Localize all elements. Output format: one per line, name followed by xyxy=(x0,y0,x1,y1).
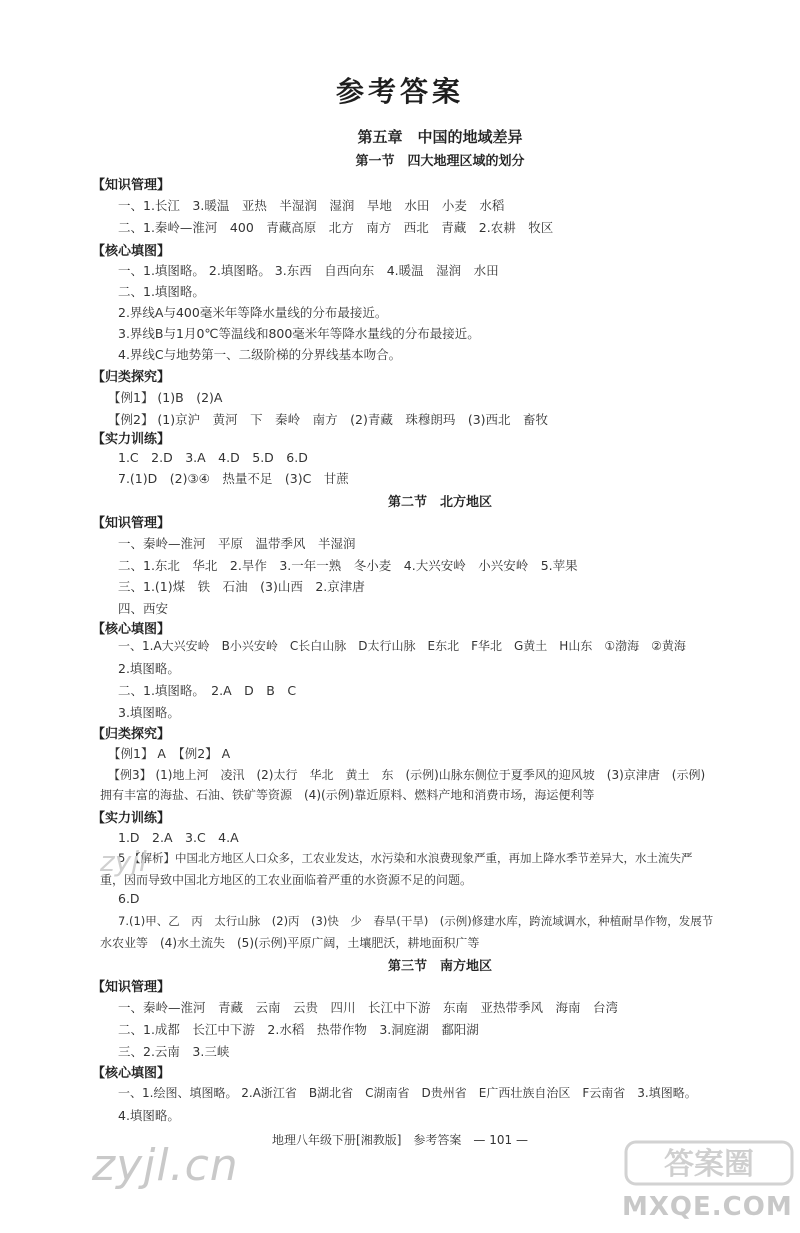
s2-knowledge-line: 四、西安 xyxy=(118,601,169,616)
s1-core-map-line: 3.界线B与1月0℃等温线和800毫米年等降水量线的分布最接近。 xyxy=(118,326,480,341)
s1-practice-line: 7.(1)D (2)③④ 热量不足 (3)C 甘蔗 xyxy=(118,471,349,486)
watermark-logo xyxy=(624,1138,794,1188)
watermark-right-bottom: MXQE.COM xyxy=(622,1192,793,1222)
s3-core-map-label: 【核心填图】 xyxy=(92,1066,171,1081)
s2-practice-line: 水农业等 (4)水土流失 (5)(示例)平原广阔，土壤肥沃，耕地面积广等 xyxy=(100,936,480,950)
s1-core-map-line: 一、1.填图略。 2.填图略。 3.东西 自西向东 4.暖温 湿润 水田 xyxy=(118,263,499,278)
s3-knowledge-line: 一、秦岭—淮河 青藏 云南 云贵 四川 长江中下游 东南 亚热带季风 海南 台湾 xyxy=(118,1000,619,1015)
s1-knowledge-line: 二、1.秦岭—淮河 400 青藏高原 北方 南方 西北 青藏 2.农耕 牧区 xyxy=(118,220,554,235)
s2-practice-label: 【实力训练】 xyxy=(92,811,171,826)
chapter-heading: 第五章 中国的地域差异 xyxy=(357,128,523,146)
page-title: 参考答案 xyxy=(335,75,464,108)
s1-practice-label: 【实力训练】 xyxy=(92,432,171,447)
s1-core-map-line: 2.界线A与400毫米年等降水量线的分布最接近。 xyxy=(118,305,388,320)
s2-core-map-line: 二、1.填图略。 2.A D B C xyxy=(118,683,297,698)
section-3-heading: 第三节 南方地区 xyxy=(387,959,492,974)
s2-practice-line: 6.D xyxy=(118,891,140,906)
watermark-left: zyjl.cn xyxy=(92,1140,239,1191)
s2-knowledge-line: 三、1.(1)煤 铁 石油 (3)山西 2.京津唐 xyxy=(118,579,365,594)
s2-knowledge-line: 二、1.东北 华北 2.旱作 3.一年一熟 冬小麦 4.大兴安岭 小兴安岭 5.苹果 xyxy=(118,558,578,573)
s2-example-line: 拥有丰富的海盐、石油、铁矿等资源 (4)(示例)靠近原料、燃料产地和消费市场，海运便利等 xyxy=(100,788,595,802)
s2-explore-label: 【归类探究】 xyxy=(92,727,171,742)
s2-core-map-line: 一、1.A大兴安岭 B小兴安岭 C长白山脉 D太行山脉 E东北 F华北 G黄土 H山东 ①渤海 ②黄海 xyxy=(118,639,686,653)
s2-practice-line: 重，因而导致中国北方地区的工农业面临着严重的水资源不足的问题。 xyxy=(100,873,473,887)
s3-knowledge-line: 二、1.成都 长江中下游 2.水稻 热带作物 3.洞庭湖 鄱阳湖 xyxy=(118,1022,479,1037)
watermark-right-top-text: 答案圈 xyxy=(664,1147,754,1182)
s2-example-line: 【例1】 A 【例2】 A xyxy=(108,746,231,761)
section-2-heading: 第二节 北方地区 xyxy=(387,495,492,510)
s1-practice-line: 1.C 2.D 3.A 4.D 5.D 6.D xyxy=(118,450,308,465)
watermark-logo-icon xyxy=(624,1138,794,1188)
s1-knowledge-label: 【知识管理】 xyxy=(92,178,171,193)
s1-core-map-line: 4.界线C与地势第一、二级阶梯的分界线基本吻合。 xyxy=(118,347,402,362)
s2-practice-line: 1.D 2.A 3.C 4.A xyxy=(118,830,239,845)
s1-core-map-line: 二、1.填图略。 xyxy=(118,284,205,299)
s1-explore-label: 【归类探究】 xyxy=(92,370,171,385)
s3-knowledge-label: 【知识管理】 xyxy=(92,980,171,995)
s2-core-map-label: 【核心填图】 xyxy=(92,622,171,637)
s3-core-map-line: 4.填图略。 xyxy=(118,1108,180,1123)
s2-core-map-line: 2.填图略。 xyxy=(118,661,180,676)
s2-practice-line: 5.【解析】中国北方地区人口众多，工农业发达，水污染和水浪费现象严重，再加上降水季节差异大，水土流失严 xyxy=(118,851,693,865)
page-footer: 地理八年级下册[湘教版] 参考答案 — 101 — xyxy=(272,1133,528,1147)
s3-knowledge-line: 三、2.云南 3.三峡 xyxy=(118,1044,230,1059)
s2-core-map-line: 3.填图略。 xyxy=(118,705,180,720)
s1-example-line: 【例1】 (1)B (2)A xyxy=(108,390,223,405)
s1-example-line: 【例2】 (1)京沪 黄河 下 秦岭 南方 (2)青藏 珠穆朗玛 (3)西北 畜牧 xyxy=(108,412,549,427)
s2-knowledge-label: 【知识管理】 xyxy=(92,516,171,531)
s3-core-map-line: 一、1.绘图、填图略。 2.A浙江省 B湖北省 C湖南省 D贵州省 E广西壮族自治区 F云南省 3.填图略。 xyxy=(118,1086,697,1100)
s1-core-map-label: 【核心填图】 xyxy=(92,244,171,259)
s2-example-line: 【例3】 (1)地上河 凌汛 (2)太行 华北 黄土 东 (示例)山脉东侧位于夏季风的迎风坡 (3)京津唐 (示例) xyxy=(108,768,706,782)
s2-knowledge-line: 一、秦岭—淮河 平原 温带季风 半湿润 xyxy=(118,536,356,551)
s2-practice-line: 7.(1)甲、乙 丙 太行山脉 (2)丙 (3)快 少 春旱(干旱) (示例)修建水库，跨流域调水，种植耐旱作物，发展节 xyxy=(118,914,714,928)
s1-knowledge-line: 一、1.长江 3.暖温 亚热 半湿润 湿润 旱地 水田 小麦 水稻 xyxy=(118,198,505,213)
section-1-heading: 第一节 四大地理区域的划分 xyxy=(355,154,525,169)
watermark-mid: zyjl xyxy=(100,845,147,878)
